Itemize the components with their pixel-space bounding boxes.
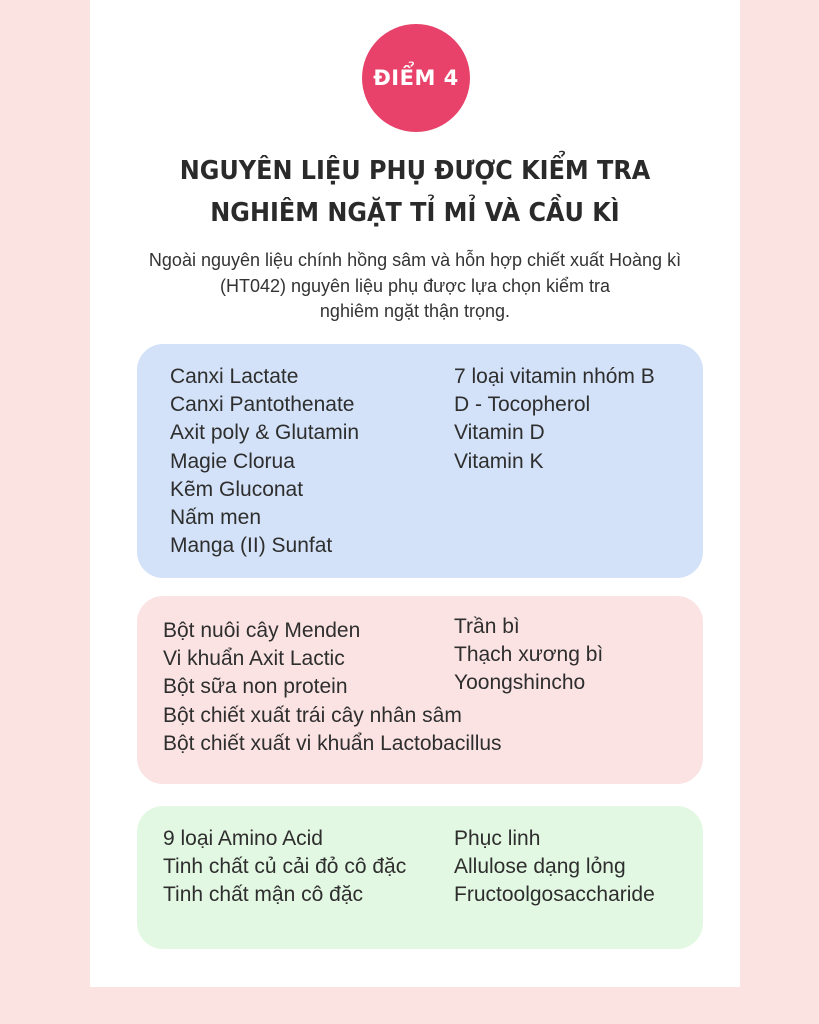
point-badge: [362, 24, 470, 132]
section-title-line-1: NGUYÊN LIỆU PHỤ ĐƯỢC KIỂM TRA: [179, 156, 651, 186]
list-item: Vi khuẩn Axit Lactic: [163, 647, 345, 671]
list-item: Yoongshincho: [454, 671, 586, 695]
list-item: Nấm men: [170, 505, 262, 529]
intro-line-2: (HT042) nguyên liệu phụ được lựa chọn kiểm tra: [219, 275, 611, 296]
ingredient-column-left: [163, 617, 502, 758]
section-title: [116, 150, 714, 234]
list-item: Bột sữa non protein: [163, 675, 348, 699]
list-item: Fructoolgosaccharide: [454, 883, 655, 907]
list-item: 7 loại vitamin nhóm B: [454, 365, 655, 388]
intro-paragraph: [90, 248, 740, 325]
intro-line-3: nghiêm ngặt thận trọng.: [319, 301, 511, 321]
list-item: Tinh chất củ cải đỏ cô đặc: [163, 855, 407, 879]
ingredient-group-green: [137, 806, 703, 949]
ingredient-column-right: [454, 613, 603, 698]
list-item: Vitamin K: [454, 449, 544, 473]
list-item: Magie Clorua: [170, 449, 295, 473]
list-item: Canxi Pantothenate: [170, 393, 355, 417]
ingredient-column-right: [454, 825, 655, 910]
list-item: Allulose dạng lỏng: [454, 855, 626, 879]
list-item: Bột chiết xuất vi khuẩn Lactobacillus: [163, 731, 502, 755]
list-item: D - Tocopherol: [454, 393, 591, 417]
list-item: Tinh chất mận cô đặc: [163, 883, 363, 907]
list-item: Canxi Lactate: [170, 365, 299, 388]
list-item: 9 loại Amino Acid: [163, 827, 323, 850]
ingredient-column-right: [454, 363, 655, 476]
ingredient-group-pink: [137, 596, 703, 784]
ingredient-column-left: [163, 825, 406, 910]
list-item: Axit poly & Glutamin: [170, 421, 360, 445]
list-item: Vitamin D: [454, 421, 545, 445]
ingredient-column-left: [170, 363, 359, 560]
list-item: Manga (II) Sunfat: [170, 534, 333, 558]
ingredient-group-blue: [137, 344, 703, 578]
list-item: Phục linh: [454, 827, 541, 850]
list-item: Bột nuôi cây Menden: [163, 619, 361, 642]
list-item: Trần bì: [454, 615, 520, 638]
intro-line-1: Ngoài nguyên liệu chính hồng sâm và hỗn hợp chiết xuất Hoàng kì: [148, 250, 682, 270]
list-item: Kẽm Gluconat: [170, 477, 304, 501]
list-item: Thạch xương bì: [454, 643, 604, 667]
list-item: Bột chiết xuất trái cây nhân sâm: [163, 703, 462, 727]
section-title-line-2: NGHIÊM NGẶT TỈ MỈ VÀ CẦU KÌ: [210, 198, 620, 228]
point-badge-label: ĐIỂM 4: [373, 66, 459, 90]
